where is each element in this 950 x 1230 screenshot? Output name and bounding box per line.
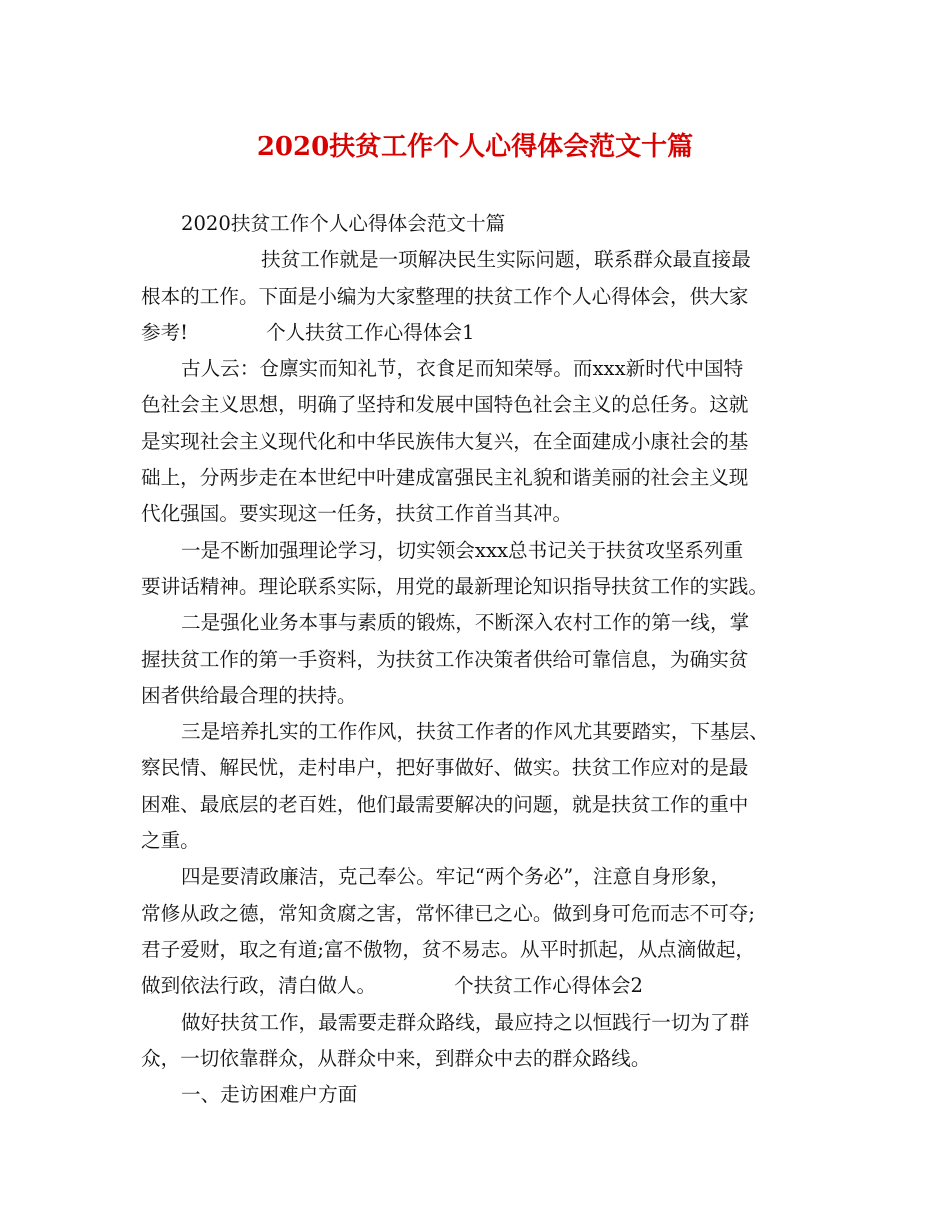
- text-line: 代化强国。要实现这一任务，扶贫工作首当其冲。: [141, 502, 573, 526]
- text-line: 困难、最底层的老百姓，他们最需要解决的问题，就是扶贫工作的重中: [141, 792, 749, 816]
- text-line: 四是要清政廉洁，克己奉公。牢记“两个务必”，注意自身形象，: [181, 865, 731, 889]
- text-line: 君子爱财，取之有道;富不傲物，贫不易志。从平时抓起，从点滴做起，: [141, 937, 756, 961]
- text-line-group: [141, 968, 819, 1004]
- text-line: 二是强化业务本事与素质的锻炼，不断深入农村工作的第一线，掌: [181, 611, 750, 635]
- text-line: 一、走访困难户方面: [181, 1083, 358, 1107]
- text-line: 2020扶贫工作个人心得体会范文十篇: [181, 212, 506, 235]
- text-line: 参考!: [141, 320, 189, 344]
- text-line: 色社会主义思想，明确了坚持和发展中国特色社会主义的总任务。这就: [141, 393, 749, 417]
- text-line: 众，一切依靠群众，从群众中来，到群众中去的群众路线。: [141, 1046, 651, 1070]
- text-line: 一是不断加强理论学习，切实领会xxx总书记关于扶贫攻坚系列重: [181, 538, 744, 562]
- text-line: 做好扶贫工作，最需要走群众路线，最应持之以恒践行一切为了群: [181, 1010, 750, 1034]
- text-line: 做到依法行政，清白做人。: [141, 974, 377, 998]
- text-line: 扶贫工作就是一项解决民生实际问题，联系群众最直接最: [261, 248, 751, 272]
- text-line: 古人云：仓廪实而知礼节，衣食足而知荣辱。而xxx新时代中国特: [181, 357, 744, 381]
- text-line: 察民情、解民忧，走村串户，把好事做好、做实。扶贫工作应对的是最: [141, 756, 749, 780]
- section-heading: 个扶贫工作心得体会2: [454, 974, 643, 998]
- document-title: 2020扶贫工作个人心得体会范文十篇: [256, 132, 694, 162]
- text-line: 常修从政之德，常知贪腐之害，常怀律已之心。做到身可危而志不可夺;: [141, 901, 756, 925]
- text-line: 之重。: [141, 829, 200, 853]
- document-body: [141, 206, 819, 1113]
- text-line: 困者供给最合理的扶持。: [141, 683, 357, 707]
- text-line: 要讲话精神。理论联系实际，用党的最新理论知识指导扶贫工作的实践。: [141, 574, 768, 598]
- text-line: 握扶贫工作的第一手资料，为扶贫工作决策者供给可靠信息，为确实贫: [141, 647, 749, 671]
- text-line: 础上，分两步走在本世纪中叶建成富强民主礼貌和谐美丽的社会主义现: [141, 466, 749, 490]
- text-line-group: [141, 315, 819, 351]
- text-line: 是实现社会主义现代化和中华民族伟大复兴，在全面建成小康社会的基: [141, 429, 749, 453]
- text-line: 根本的工作。下面是小编为大家整理的扶贫工作个人心得体会，供大家: [141, 284, 749, 308]
- section-heading: 个人扶贫工作心得体会1: [266, 320, 475, 344]
- text-line: 三是培养扎实的工作作风，扶贫工作者的作风尤其要踏实，下基层、: [181, 720, 769, 744]
